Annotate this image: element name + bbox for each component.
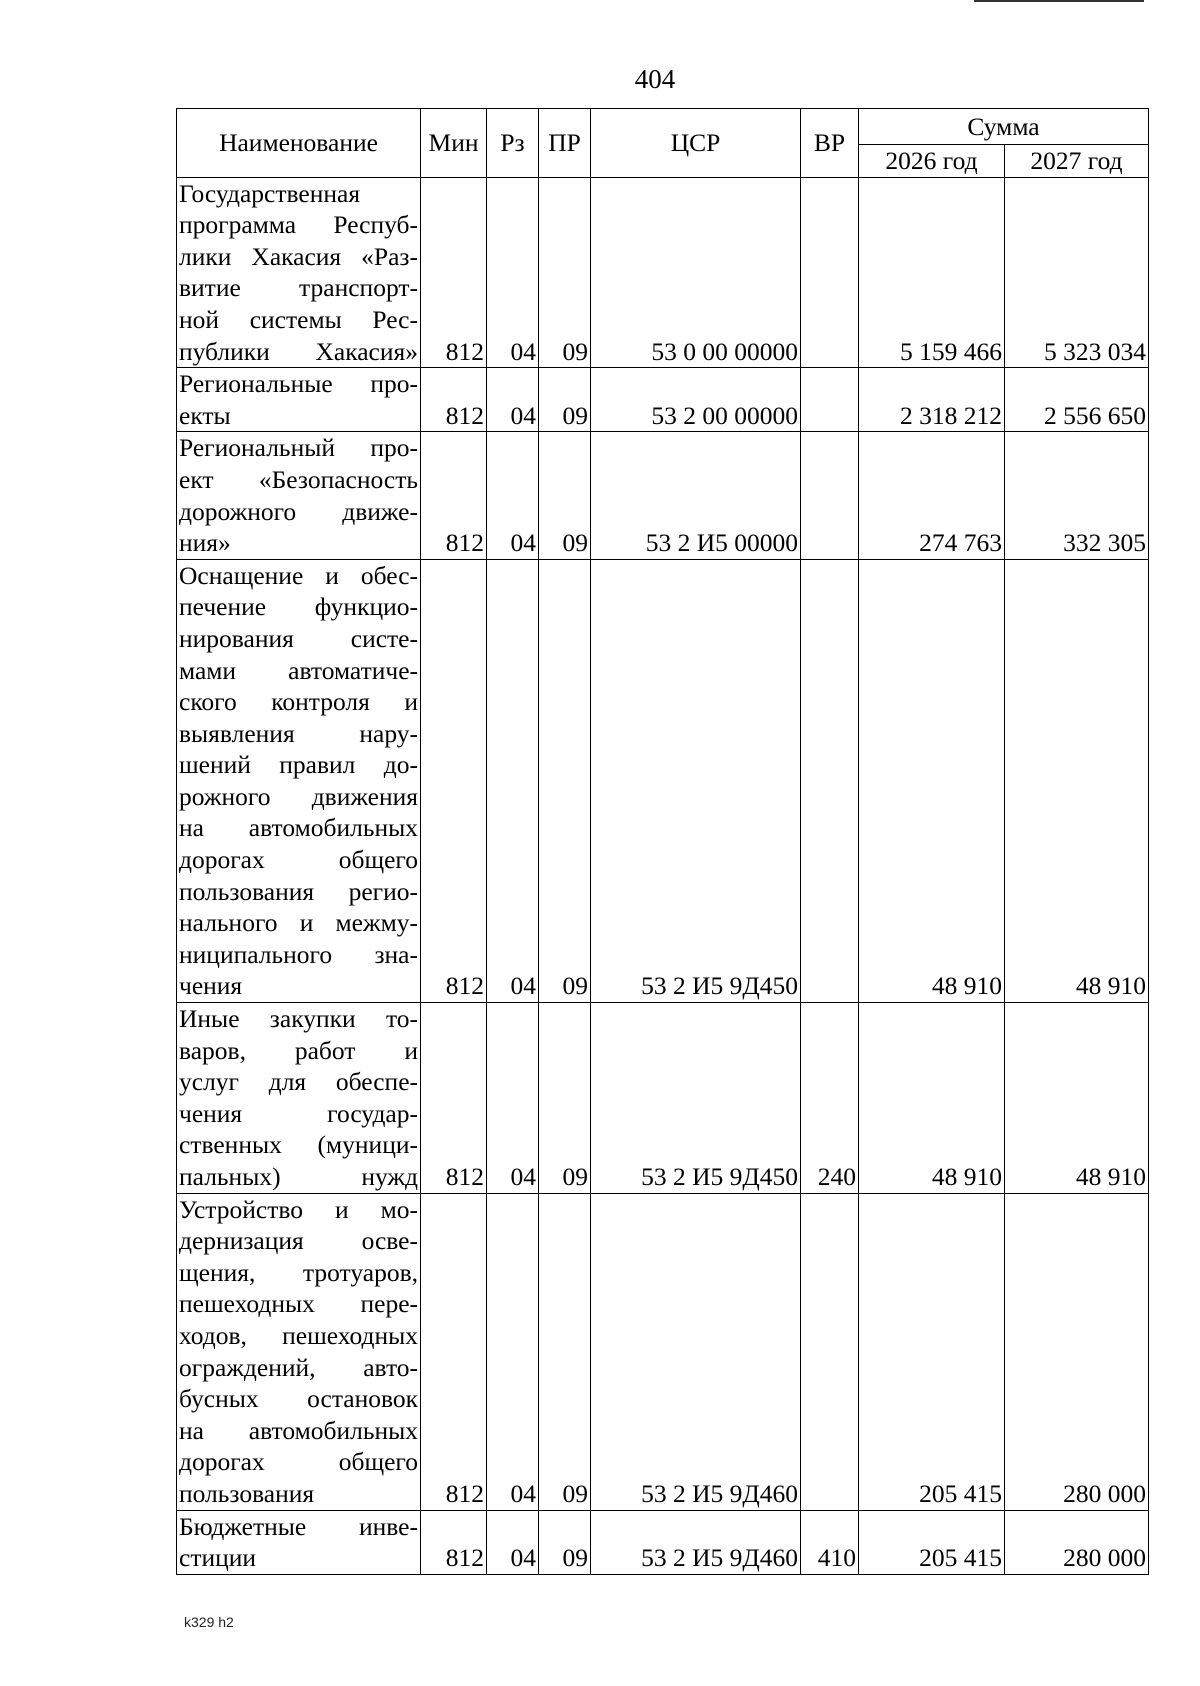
table-header bbox=[177, 109, 1149, 178]
row-name: Бюджетные инве- стиции bbox=[177, 1510, 421, 1574]
header-min: Мин bbox=[421, 109, 487, 178]
row-vr bbox=[801, 432, 859, 559]
top-rule bbox=[974, 0, 1144, 2]
row-rz: 04 bbox=[487, 1193, 539, 1510]
row-pr: 09 bbox=[539, 1510, 591, 1574]
table-row bbox=[177, 1510, 1149, 1574]
row-name: Устройство и мо- дернизация осве- щения, тротуаров, пешеходных пере- ходов, пешеходных ограждений, авто- бусных остановок на автомобильных дорогах общего пользования bbox=[177, 1193, 421, 1510]
row-min: 812 bbox=[421, 432, 487, 559]
table-row bbox=[177, 177, 1149, 368]
row-name: Региональные про- екты bbox=[177, 368, 421, 432]
table-row bbox=[177, 559, 1149, 1002]
header-pr: ПР bbox=[539, 109, 591, 178]
row-csr: 53 2 И5 9Д450 bbox=[591, 559, 801, 1002]
row-name: Оснащение и обес- печение функцио- нирования систе- мами автоматиче- ского контроля и выявления нару- шений правил до- рожного движения на автомобильных дорогах общего пользования регио- нального и межму- ниципального зна- чения bbox=[177, 559, 421, 1002]
table-row bbox=[177, 432, 1149, 559]
row-csr: 53 2 И5 9Д460 bbox=[591, 1193, 801, 1510]
row-vr: 240 bbox=[801, 1003, 859, 1194]
row-sum-2027: 48 910 bbox=[1005, 1003, 1149, 1194]
row-pr: 09 bbox=[539, 368, 591, 432]
row-sum-2027: 280 000 bbox=[1005, 1193, 1149, 1510]
row-sum-2026: 48 910 bbox=[859, 1003, 1005, 1194]
budget-table bbox=[176, 108, 1149, 1575]
header-vr: ВР bbox=[801, 109, 859, 178]
row-csr: 53 0 00 00000 bbox=[591, 177, 801, 368]
row-csr: 53 2 И5 9Д450 bbox=[591, 1003, 801, 1194]
page-number: 404 bbox=[634, 64, 676, 94]
row-min: 812 bbox=[421, 1193, 487, 1510]
row-sum-2026: 205 415 bbox=[859, 1193, 1005, 1510]
row-min: 812 bbox=[421, 1003, 487, 1194]
row-vr: 410 bbox=[801, 1510, 859, 1574]
header-name: Наименование bbox=[177, 109, 421, 178]
row-sum-2026: 205 415 bbox=[859, 1510, 1005, 1574]
row-rz: 04 bbox=[487, 177, 539, 368]
header-csr: ЦСР bbox=[591, 109, 801, 178]
header-year-2026: 2026 год bbox=[859, 145, 1005, 178]
header-year-2027: 2027 год bbox=[1005, 145, 1149, 178]
row-vr bbox=[801, 177, 859, 368]
row-min: 812 bbox=[421, 559, 487, 1002]
row-pr: 09 bbox=[539, 177, 591, 368]
row-name: Региональный про- ект «Безопасность дорожного движе- ния» bbox=[177, 432, 421, 559]
row-name: Государственная программа Респуб- лики Хакасия «Раз- витие транспорт- ной системы Рес- публики Хакасия» bbox=[177, 177, 421, 368]
row-vr bbox=[801, 559, 859, 1002]
row-rz: 04 bbox=[487, 432, 539, 559]
row-min: 812 bbox=[421, 1510, 487, 1574]
row-sum-2026: 48 910 bbox=[859, 559, 1005, 1002]
header-rz: Рз bbox=[487, 109, 539, 178]
table-row bbox=[177, 1193, 1149, 1510]
row-sum-2027: 280 000 bbox=[1005, 1510, 1149, 1574]
row-vr bbox=[801, 368, 859, 432]
row-name: Иные закупки то- варов, работ и услуг для обеспе- чения государ- ственных (муници- пальных) нужд bbox=[177, 1003, 421, 1194]
row-rz: 04 bbox=[487, 1003, 539, 1194]
header-sum: Сумма bbox=[859, 109, 1149, 145]
row-pr: 09 bbox=[539, 1003, 591, 1194]
row-csr: 53 2 И5 00000 bbox=[591, 432, 801, 559]
table-row bbox=[177, 1003, 1149, 1194]
row-sum-2026: 2 318 212 bbox=[859, 368, 1005, 432]
row-pr: 09 bbox=[539, 432, 591, 559]
row-csr: 53 2 И5 9Д460 bbox=[591, 1510, 801, 1574]
row-min: 812 bbox=[421, 368, 487, 432]
row-csr: 53 2 00 00000 bbox=[591, 368, 801, 432]
table-body bbox=[177, 177, 1149, 1574]
row-min: 812 bbox=[421, 177, 487, 368]
row-rz: 04 bbox=[487, 1510, 539, 1574]
row-sum-2027: 48 910 bbox=[1005, 559, 1149, 1002]
row-rz: 04 bbox=[487, 559, 539, 1002]
row-sum-2026: 274 763 bbox=[859, 432, 1005, 559]
row-sum-2026: 5 159 466 bbox=[859, 177, 1005, 368]
row-sum-2027: 2 556 650 bbox=[1005, 368, 1149, 432]
footer-code: k329 h2 bbox=[184, 1614, 234, 1630]
row-pr: 09 bbox=[539, 1193, 591, 1510]
row-pr: 09 bbox=[539, 559, 591, 1002]
row-sum-2027: 5 323 034 bbox=[1005, 177, 1149, 368]
row-sum-2027: 332 305 bbox=[1005, 432, 1149, 559]
table-row bbox=[177, 368, 1149, 432]
row-vr bbox=[801, 1193, 859, 1510]
row-rz: 04 bbox=[487, 368, 539, 432]
